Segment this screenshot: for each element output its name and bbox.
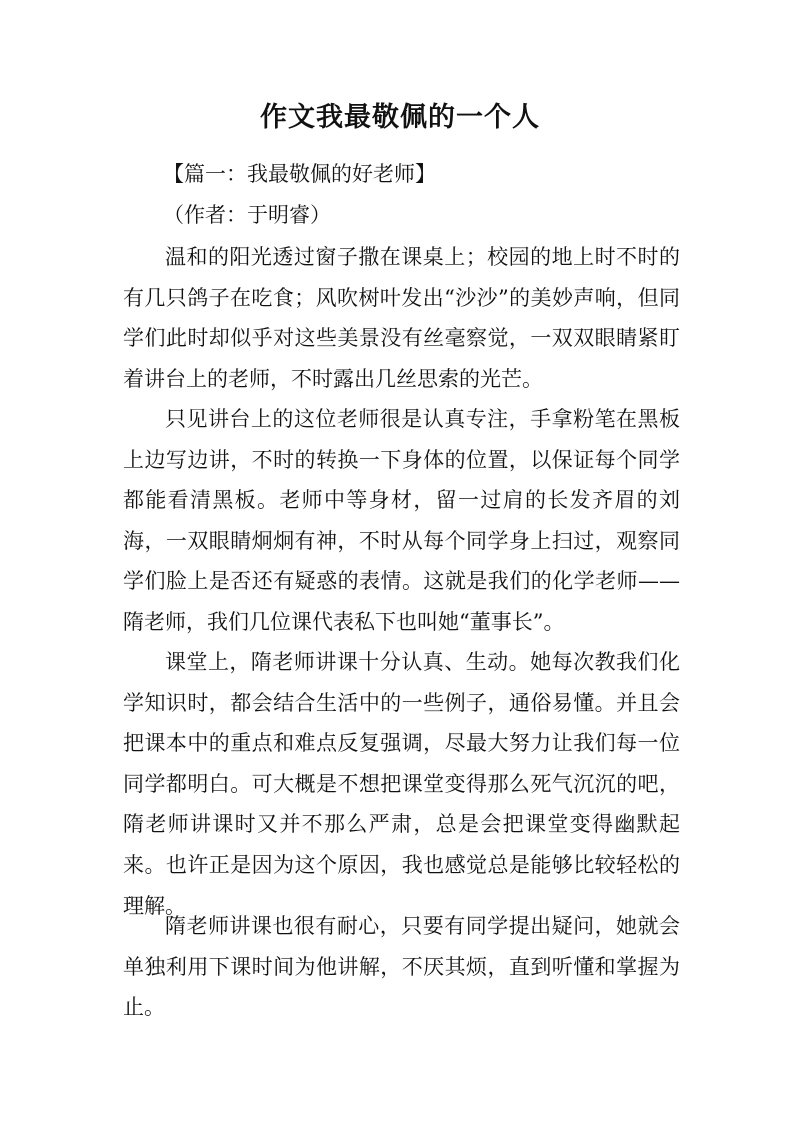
paragraph-4: 隋老师讲课也很有耐心，只要有同学提出疑问，她就会单独利用下课时间为他讲解，不厌其烦，直到听懂和掌握为止。 <box>123 914 680 1020</box>
paragraph-2: 只见讲台上的这位老师很是认真专注，手拿粉笔在黑板上边写边讲，不时的转换一下身体的位置，以保证每个同学都能看清黑板。老师中等身材，留一过肩的长发齐眉的刘海，一双眼睛炯炯有神，不时从每个同学身上扫过，观察同学们脸上是否还有疑惑的表情。这就是我们的化学老师——隋老师，我们几位课代表私下也叫她“董事长”。 <box>123 407 680 634</box>
document-title: 作文我最敬佩的一个人 <box>260 102 540 133</box>
section-heading: 【篇一：我最敬佩的好老师】 <box>163 162 436 186</box>
paragraph-3: 课堂上，隋老师讲课十分认真、生动。她每次教我们化学知识时，都会结合生活中的一些例子，通俗易懂。并且会把课本中的重点和难点反复强调，尽最大努力让我们每一位同学都明白。可大概是不想把课堂变得那么死气沉沉的吧，隋老师讲课时又并不那么严肃，总是会把课堂变得幽默起来。也许正是因为这个原因，我也感觉总是能够比较轻松的理解。 <box>123 650 680 918</box>
author-line: （作者：于明睿） <box>163 203 331 227</box>
paragraph-1: 温和的阳光透过窗子撒在课桌上；校园的地上时不时的有几只鸽子在吃食；风吹树叶发出“沙沙”的美妙声响，但同学们此时却似乎对这些美景没有丝毫察觉，一双双眼睛紧盯着讲台上的老师，不时露出几丝思索的光芒。 <box>123 245 680 391</box>
